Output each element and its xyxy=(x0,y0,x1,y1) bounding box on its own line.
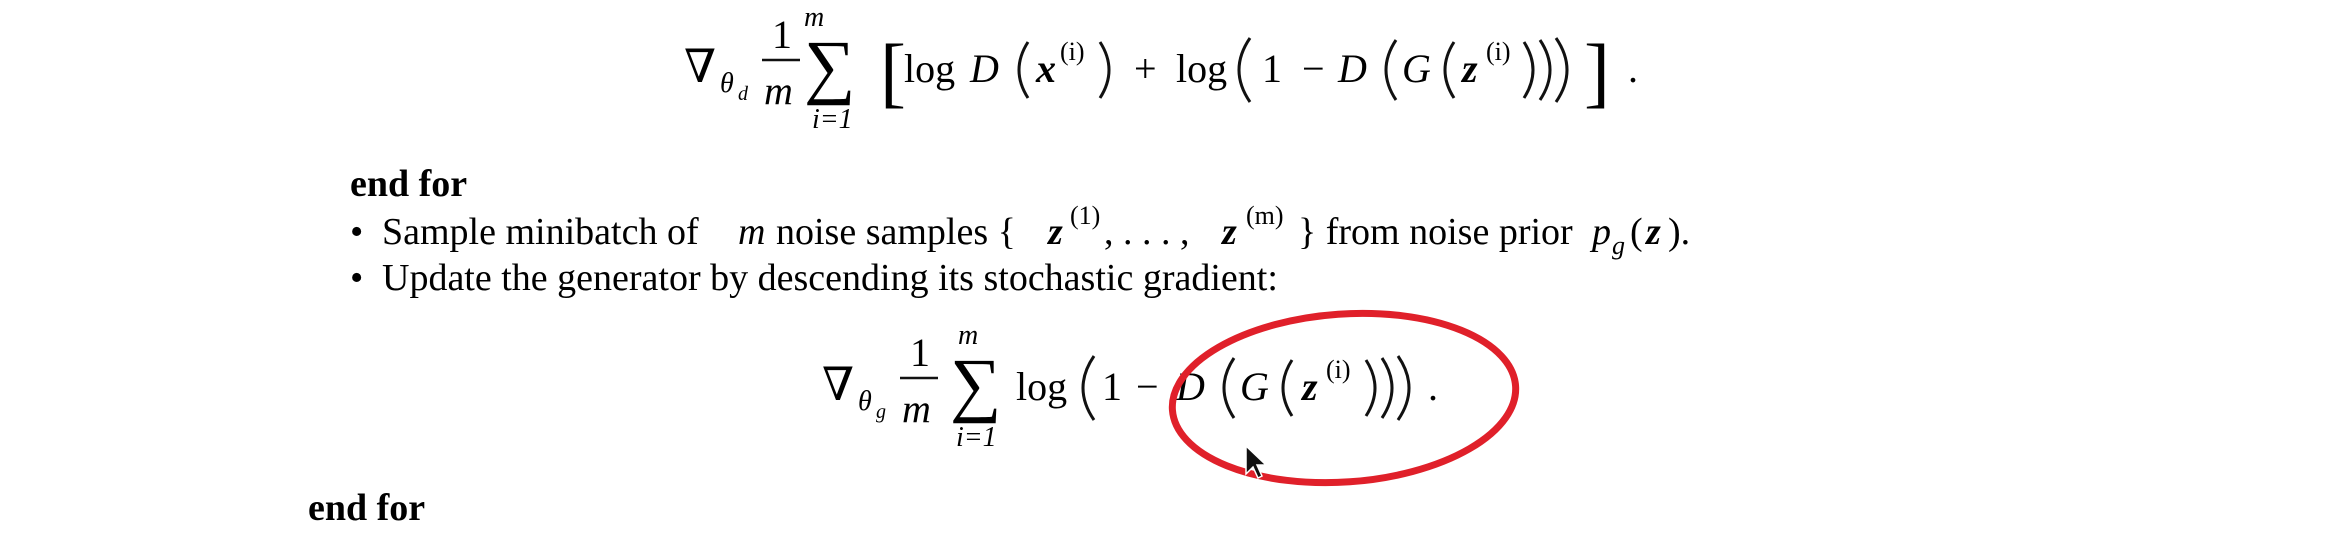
paren-open-1 xyxy=(1239,38,1250,102)
one: 1 xyxy=(1262,46,1282,91)
fraction-numerator-g: 1 xyxy=(910,330,930,375)
z-m-superscript: (m) xyxy=(1246,201,1284,230)
theta-subscript-g-sub: g xyxy=(876,401,886,423)
D-1: D xyxy=(970,46,999,91)
paren-open-1-g xyxy=(1083,356,1094,420)
fraction-numerator: 1 xyxy=(772,12,792,57)
bullet-2: • xyxy=(350,257,364,299)
prior-open-paren: ( xyxy=(1630,211,1643,253)
sample-noise-step xyxy=(350,201,1690,260)
paren-close-1 xyxy=(1556,38,1567,102)
fraction-denominator-g: m xyxy=(902,386,931,431)
z-1: z xyxy=(1048,211,1063,253)
paren-open-x xyxy=(1019,42,1028,98)
update-text: Update the generator by descending its stochastic gradient: xyxy=(382,257,1278,299)
z-superscript: (i) xyxy=(1486,37,1511,66)
z-variable-g: z xyxy=(1302,364,1318,409)
paren-close-G xyxy=(1524,42,1533,98)
z-m: z xyxy=(1222,211,1237,253)
prior-close-paren: ). xyxy=(1668,211,1691,253)
minus-sign-g: − xyxy=(1136,364,1159,409)
sample-text-1: Sample minibatch of xyxy=(382,211,699,253)
paren-open-G-g xyxy=(1283,360,1292,416)
paren-close-D-g xyxy=(1382,358,1392,418)
generator-gradient-equation xyxy=(822,320,1438,453)
sample-text-3: } from noise prior xyxy=(1298,211,1573,253)
discriminator-gradient-equation xyxy=(684,2,1638,135)
sum-upper-limit: m xyxy=(804,2,825,33)
bullet-1: • xyxy=(350,211,364,253)
period: . xyxy=(1628,46,1638,91)
sum-symbol: ∑ xyxy=(804,26,856,106)
red-annotation-ellipse xyxy=(1167,302,1522,494)
period-g: . xyxy=(1428,364,1438,409)
D-2: D xyxy=(1338,46,1367,91)
prior-p: p xyxy=(1592,211,1611,253)
theta-subscript: θ xyxy=(720,68,734,99)
prior-z: z xyxy=(1646,211,1661,253)
end-for-inner: end for xyxy=(350,163,468,205)
one-g: 1 xyxy=(1102,364,1122,409)
ellipsis: , . . . , xyxy=(1104,211,1190,253)
close-square-bracket: ] xyxy=(1584,28,1610,115)
prior-subscript-g: g xyxy=(1612,231,1625,260)
gradient-symbol-g: ∇ xyxy=(822,359,855,410)
paren-close-D xyxy=(1540,40,1550,100)
paren-open-D xyxy=(1386,40,1396,100)
paren-open-D-g xyxy=(1224,358,1234,418)
D-g: D xyxy=(1176,364,1205,409)
sample-text-2: noise samples { xyxy=(776,211,1016,253)
log-g: log xyxy=(1016,364,1068,409)
theta-subscript-g: θ xyxy=(858,386,872,417)
z-1-superscript: (1) xyxy=(1070,201,1101,230)
sum-lower-limit-g: i=1 xyxy=(956,422,997,453)
paren-close-x xyxy=(1100,42,1109,98)
log-2: log xyxy=(1176,46,1228,91)
sum-upper-limit-g: m xyxy=(958,320,979,351)
end-for-outer: end for xyxy=(308,487,426,529)
fraction-denominator: m xyxy=(764,68,793,113)
paren-open-G xyxy=(1445,42,1454,98)
plus-sign: + xyxy=(1134,46,1157,91)
sum-symbol-g: ∑ xyxy=(950,344,1002,424)
m-variable: m xyxy=(738,211,766,253)
minus-sign: − xyxy=(1302,46,1325,91)
paren-close-1-g xyxy=(1398,356,1409,420)
open-square-bracket: [ xyxy=(880,28,906,115)
G: G xyxy=(1402,46,1431,91)
gradient-symbol: ∇ xyxy=(684,41,717,92)
update-generator-step xyxy=(350,257,1278,299)
paren-close-G-g xyxy=(1366,360,1375,416)
x-variable: x xyxy=(1036,46,1056,91)
sum-lower-limit: i=1 xyxy=(812,104,853,135)
theta-subscript-d: d xyxy=(738,83,748,105)
x-superscript: (i) xyxy=(1060,37,1085,66)
G-g: G xyxy=(1240,364,1269,409)
log-1: log xyxy=(904,46,956,91)
z-superscript-g: (i) xyxy=(1326,355,1351,384)
z-variable: z xyxy=(1462,46,1478,91)
